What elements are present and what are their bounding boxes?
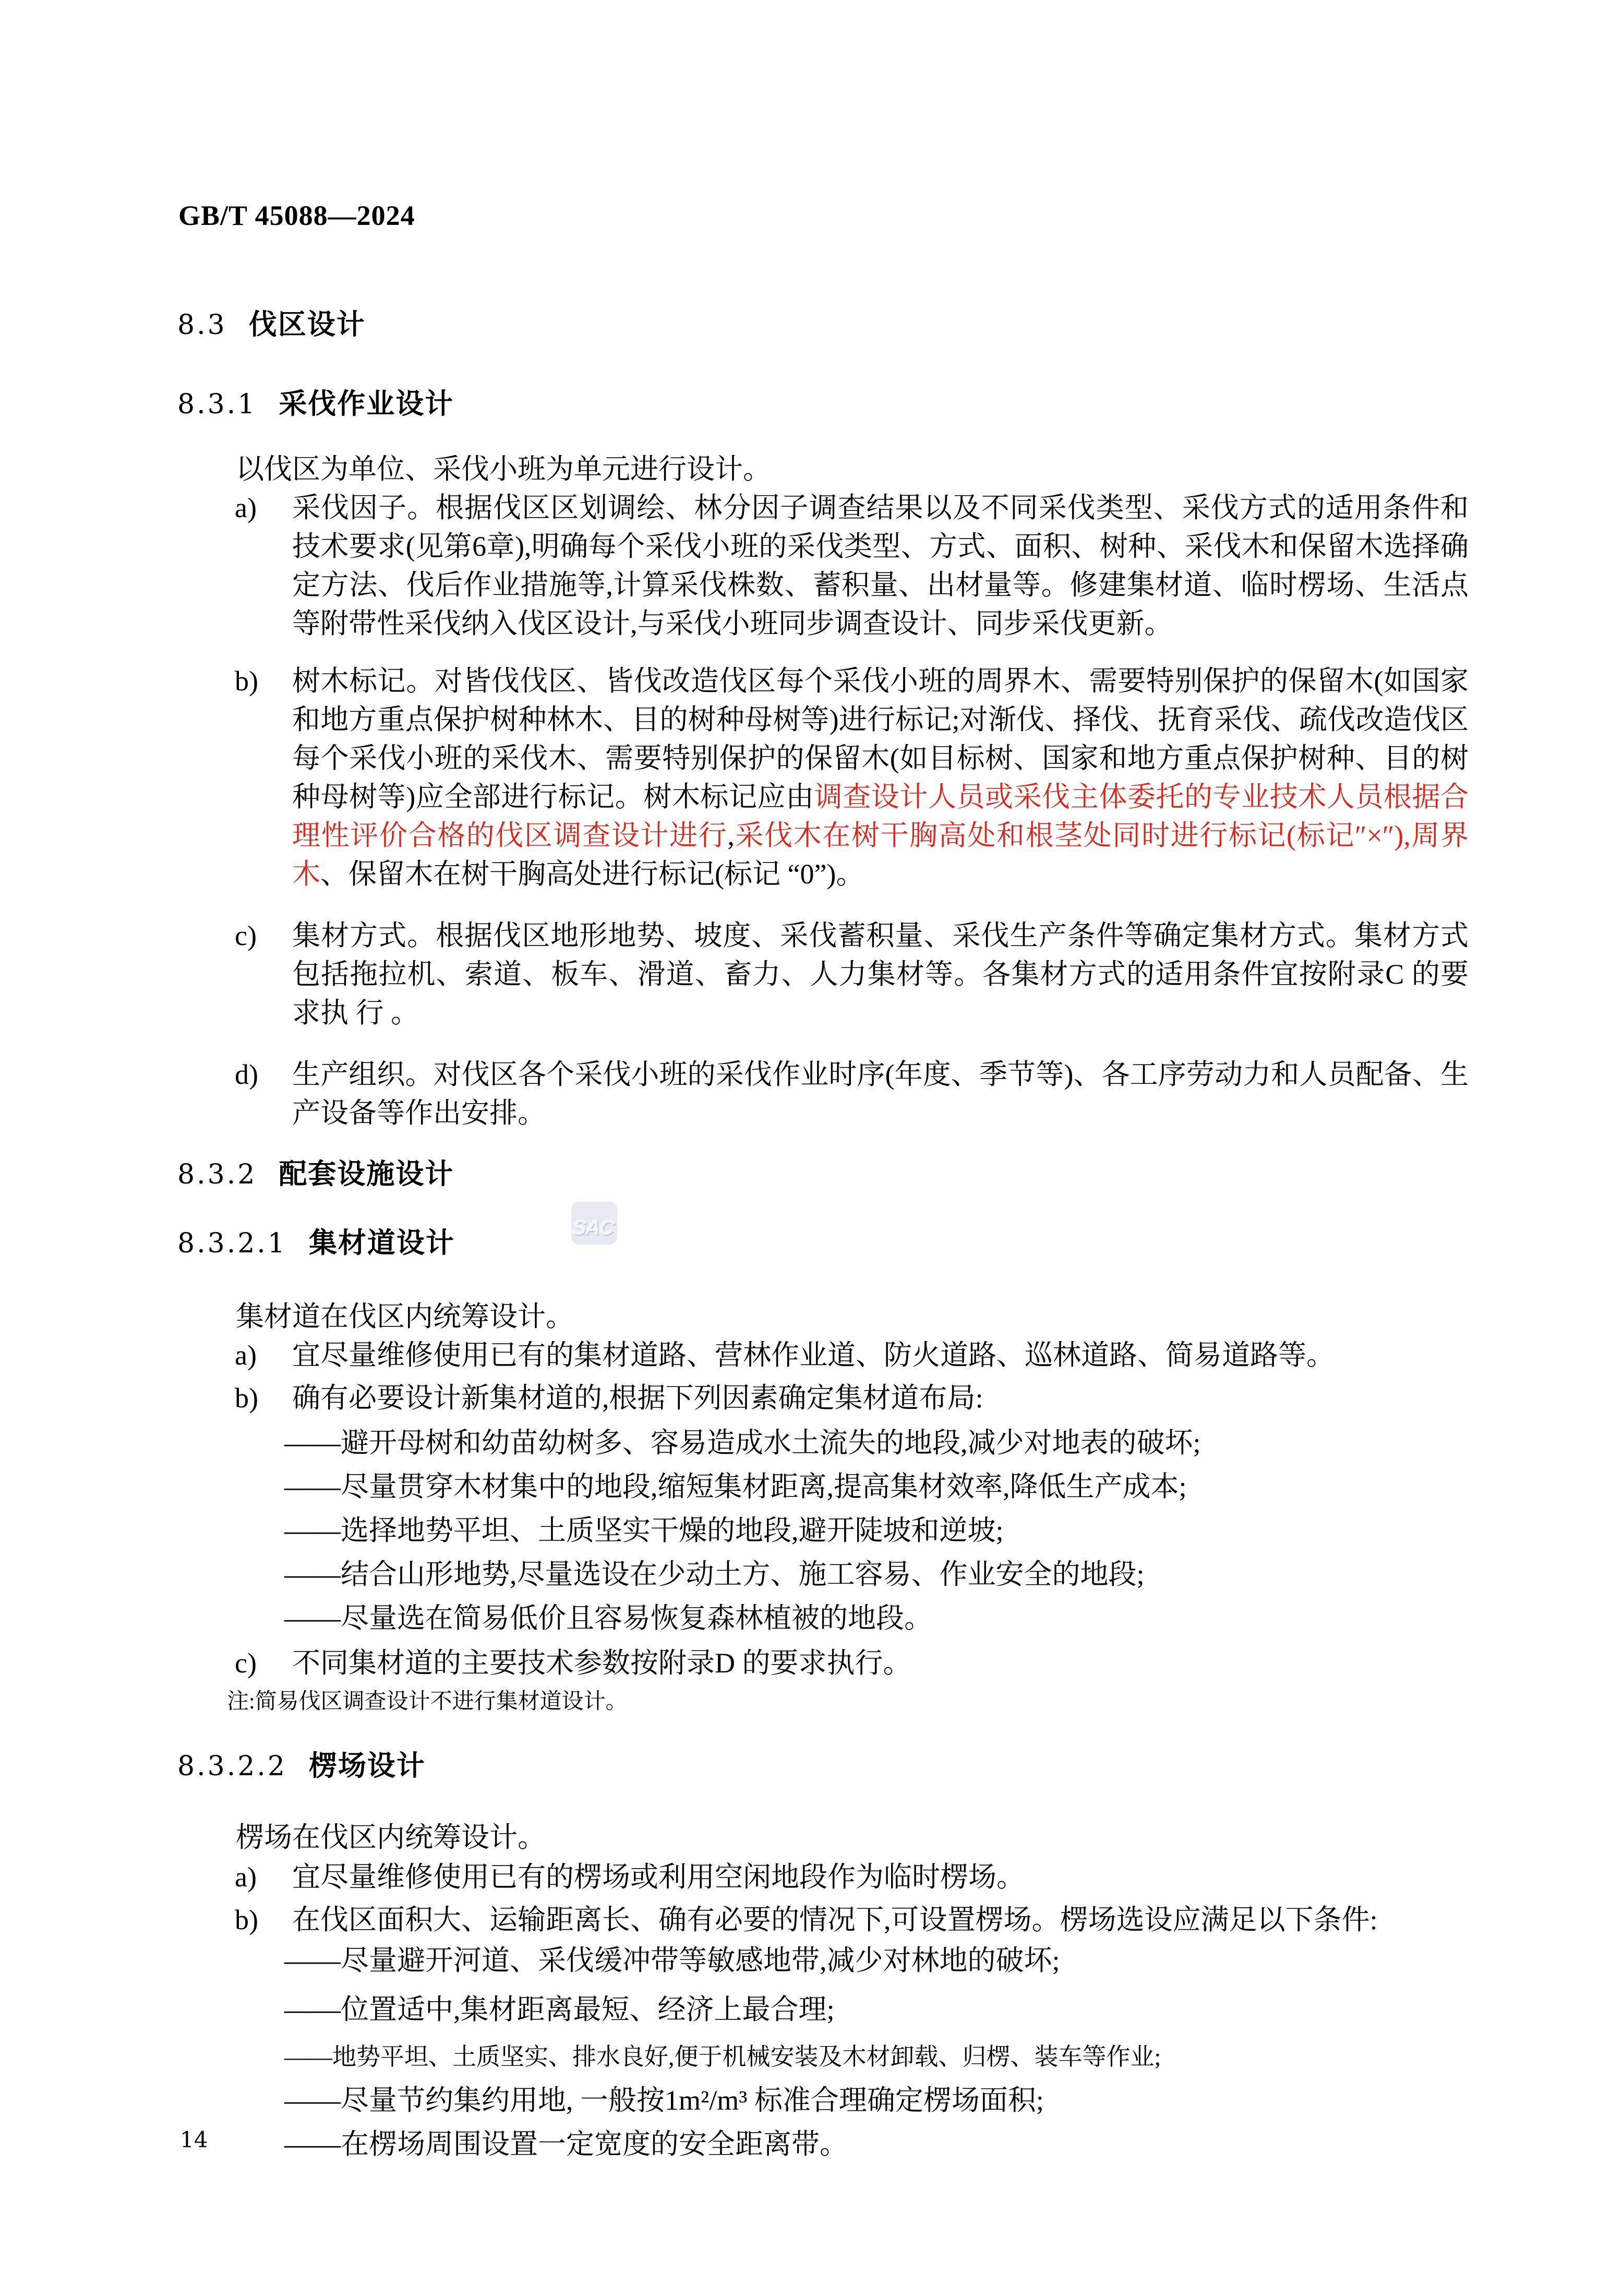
section-title: 楞场设计 [308, 1750, 426, 1781]
note-text: 注:简易伐区调查设计不进行集材道设计。 [227, 1690, 628, 1714]
item-marker: b) [235, 1382, 258, 1414]
dash-item: ——地势平坦、土质坚实、排水良好,便于机械安装及木材卸载、归楞、装车等作业; [284, 2043, 1161, 2070]
dash-list-landing [284, 1941, 1469, 2163]
item-text: 确有必要设计新集材道的,根据下列因素确定集材道布局: [292, 1382, 983, 1414]
item-marker: a) [235, 1340, 257, 1371]
item-marker: b) [235, 665, 258, 697]
item-text: 集材方式。根据伐区地形地势、坡度、采伐蓄积量、采伐生产条件等确定集材方式。集材方式包括拖拉机、索道、板车、滑道、畜力、人力集材等。各集材方式的适用条件宜按附录C 的要求执 行 。 [292, 920, 1469, 1029]
dash-item: ——在楞场周围设置一定宽度的安全距离带。 [284, 2128, 848, 2160]
list-item-b [235, 1379, 1469, 1417]
dash-item: ——尽量节约集约用地, 一般按1m²/m³ 标准合理确定楞场面积; [284, 2085, 1044, 2116]
item-text: 宜尽量维修使用已有的集材道路、营林作业道、防火道路、巡林道路、简易道路等。 [292, 1340, 1335, 1371]
section-title: 集材道设计 [308, 1227, 455, 1259]
dash-item: ——尽量选在简易低价且容易恢复森林植被的地段。 [284, 1603, 932, 1634]
dash-item: ——结合山形地势,尽量选设在少动土方、施工容易、作业安全的地段; [284, 1559, 1145, 1590]
section-heading-8-3-2-2 [177, 1749, 1469, 1790]
item-text: 在伐区面积大、运输距离长、确有必要的情况下,可设置楞场。楞场选设应满足以下条件: [292, 1904, 1378, 1935]
dash-item: ——位置适中,集材距离最短、经济上最合理; [284, 1994, 835, 2025]
intro-paragraph-8-3-1: 以伐区为单位、采伐小班为单元进行设计。 [236, 453, 771, 485]
red-text-run: 采伐木在树干胸高处和根茎处同时进行标记(标记″×″),周界木 [292, 820, 1469, 890]
item-text: 采伐因子。根据伐区区划调绘、林分因子调查结果以及不同采伐类型、采伐方式的适用条件和技术要求(见第6章),明确每个采伐小班的采伐类型、方式、面积、树种、采伐木和保留木选择确定方法、伐后作业措施等,计算采伐株数、蓄积量、出材量等。修建集材道、临时楞场、生活点等附带性采伐纳入伐区设计,与采伐小班同步调查设计、同步采伐更新。 [292, 492, 1469, 639]
item-text: 宜尽量维修使用已有的楞场或利用空闲地段作为临时楞场。 [292, 1861, 1025, 1893]
text-run: , [727, 820, 735, 851]
item-marker: d) [235, 1059, 258, 1090]
item-marker: a) [235, 1861, 257, 1893]
section-number: 8.3.2.1 [177, 1228, 287, 1259]
dash-list-skid-road [284, 1424, 1469, 1637]
section-title: 伐区设计 [248, 309, 366, 340]
section-heading-8-3 [177, 308, 1469, 349]
item-text: 生产组织。对伐区各个采伐小班的采伐作业时序(年度、季节等)、各工序劳动力和人员配备、生产设备等作出安排。 [292, 1059, 1469, 1129]
list-item-a [235, 1858, 1469, 1896]
list-item-a [235, 488, 1469, 643]
red-text-run: 调查设计人员或采伐主体委托的专业技术人员根据合理性评价合格的伐区调查设计进行 [292, 781, 1469, 851]
list-item-c [235, 916, 1469, 1032]
list-item-b [235, 1900, 1469, 1939]
section-heading-8-3-1 [177, 387, 1469, 428]
dash-item: ——选择地势平坦、土质坚实干燥的地段,避开陡坡和逆坡; [284, 1515, 1004, 1546]
text-run: 、保留木在树干胸高处进行标记(标记 “0”)。 [320, 858, 864, 890]
item-marker: b) [235, 1904, 258, 1935]
list-item-b [235, 662, 1469, 893]
item-marker: a) [235, 492, 257, 523]
sac-watermark-text: SAC [571, 1216, 615, 1239]
section-number: 8.3 [177, 309, 227, 341]
item-text [292, 665, 1469, 890]
item-text: 不同集材道的主要技术参数按附录D 的要求执行。 [292, 1647, 911, 1679]
section-number: 8.3.1 [177, 389, 257, 420]
text-run: 树木标记。对皆伐伐区、皆伐改造伐区每个采伐小班的周界木、需要特别保护的保留木(如国家和地方重点保护树种林木、目的树种母树等)进行标记;对渐伐、择伐、抚育采伐、疏伐改造伐区每个采伐小班的采伐木、需要特别保护的保留木(如目标树、国家和地方重点保护树种、目的树种母树等)应全部进行标记。树木标记应由 [292, 665, 1469, 812]
section-heading-8-3-2-1 [177, 1226, 1469, 1267]
dash-item: ——尽量贯穿木材集中的地段,缩短集材距离,提高集材效率,降低生产成本; [284, 1471, 1187, 1502]
intro-paragraph-8-3-2-2: 楞场在伐区内统筹设计。 [236, 1822, 546, 1853]
list-item-c [235, 1644, 1469, 1682]
sac-watermark [571, 1202, 617, 1245]
page-number: 14 [180, 2127, 208, 2152]
list-item-a [235, 1336, 1469, 1374]
section-number: 8.3.2.2 [177, 1751, 287, 1782]
dash-item: ——尽量避开河道、采伐缓冲带等敏感地带,减少对林地的破坏; [284, 1945, 1060, 1976]
section-number: 8.3.2 [177, 1159, 257, 1190]
document-header: GB/T 45088—2024 [178, 200, 415, 231]
section-title: 采伐作业设计 [279, 388, 454, 420]
item-marker: c) [235, 1647, 257, 1679]
list-item-d [235, 1055, 1469, 1132]
section-heading-8-3-2 [177, 1157, 1469, 1198]
intro-paragraph-8-3-2-1: 集材道在伐区内统筹设计。 [236, 1301, 574, 1332]
section-title: 配套设施设计 [279, 1158, 454, 1190]
dash-item: ——避开母树和幼苗幼树多、容易造成水土流失的地段,减少对地表的破坏; [284, 1427, 1201, 1458]
item-marker: c) [235, 920, 257, 951]
